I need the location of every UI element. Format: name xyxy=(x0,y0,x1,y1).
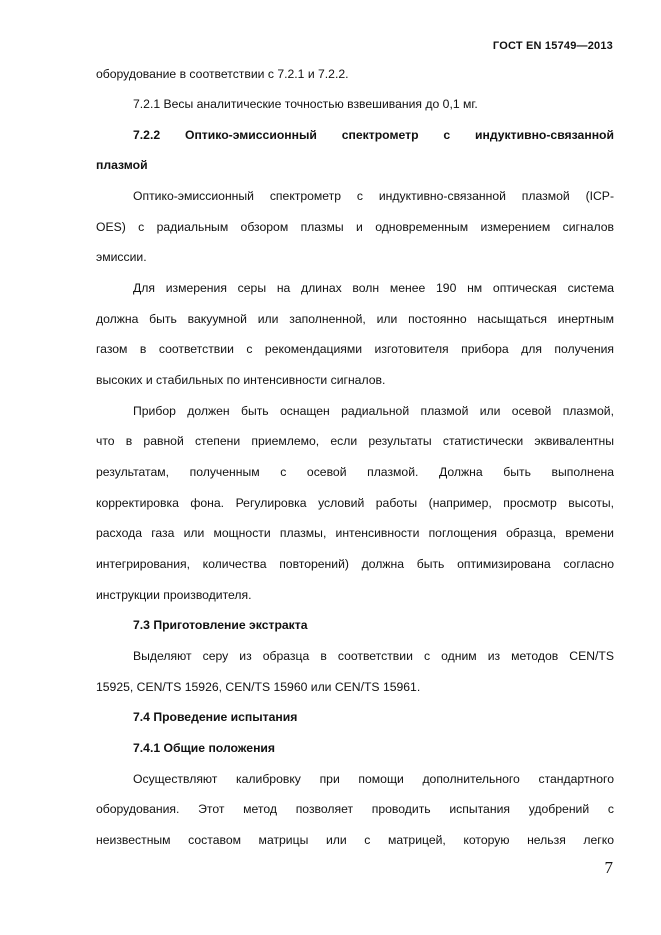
text-line: инструкции производителя. xyxy=(96,588,252,602)
text-line: 15925, CEN/TS 15926, CEN/TS 15960 или CEN/TS 15961. xyxy=(96,680,421,694)
text-line: высоких и стабильных по интенсивности сигналов. xyxy=(96,373,386,387)
section-heading: 7.4 Проведение испытания xyxy=(133,710,298,724)
text-line: интегрирования, количества повторений) должна быть оптимизирована согласно xyxy=(96,557,614,571)
section-heading: плазмой xyxy=(96,158,148,172)
text-line: Осуществляют калибровку при помощи дополнительного стандартного xyxy=(133,772,614,786)
text-line: неизвестным составом матрицы или с матрицей, которую нельзя легко xyxy=(96,833,614,847)
text-line: эмиссии. xyxy=(96,250,147,264)
text-line: оборудование в соответствии с 7.2.1 и 7.2.2. xyxy=(96,67,349,81)
text-line: оборудования. Этот метод позволяет проводить испытания удобрений с xyxy=(96,802,614,816)
text-line: расхода газа или мощности плазмы, интенсивности поглощения образца, времени xyxy=(96,526,614,540)
text-line: газом в соответствии с рекомендациями изготовителя прибора для получения xyxy=(96,342,614,356)
text-line: Выделяют серу из образца в соответствии с одним из методов CEN/TS xyxy=(133,649,614,663)
page-number: 7 xyxy=(604,858,613,877)
text-line: что в равной степени приемлемо, если результаты статистически эквивалентны xyxy=(96,434,614,448)
text-line: 7.2.1 Весы аналитические точностью взвешивания до 0,1 мг. xyxy=(133,97,478,111)
section-heading: 7.3 Приготовление экстракта xyxy=(133,618,308,632)
text-line: OES) с радиальным обзором плазмы и одновременным измерением сигналов xyxy=(96,220,614,234)
text-line: должна быть вакуумной или заполненной, или постоянно насыщаться инертным xyxy=(96,312,614,326)
text-line: результатам, полученным с осевой плазмой. Должна быть выполнена xyxy=(96,465,614,479)
section-heading: 7.2.2 Оптико-эмиссионный спектрометр с индуктивно-связанной xyxy=(133,128,614,142)
section-heading: 7.4.1 Общие положения xyxy=(133,741,276,755)
text-line: Оптико-эмиссионный спектрометр с индуктивно-связанной плазмой (ICP- xyxy=(133,189,614,203)
standard-header: ГОСТ EN 15749—2013 xyxy=(492,40,613,52)
text-line: Прибор должен быть оснащен радиальной плазмой или осевой плазмой, xyxy=(133,404,614,418)
text-line: Для измерения серы на длинах волн менее 190 нм оптическая система xyxy=(133,281,614,295)
text-line: корректировка фона. Регулировка условий работы (например, просмотр высоты, xyxy=(96,496,614,510)
